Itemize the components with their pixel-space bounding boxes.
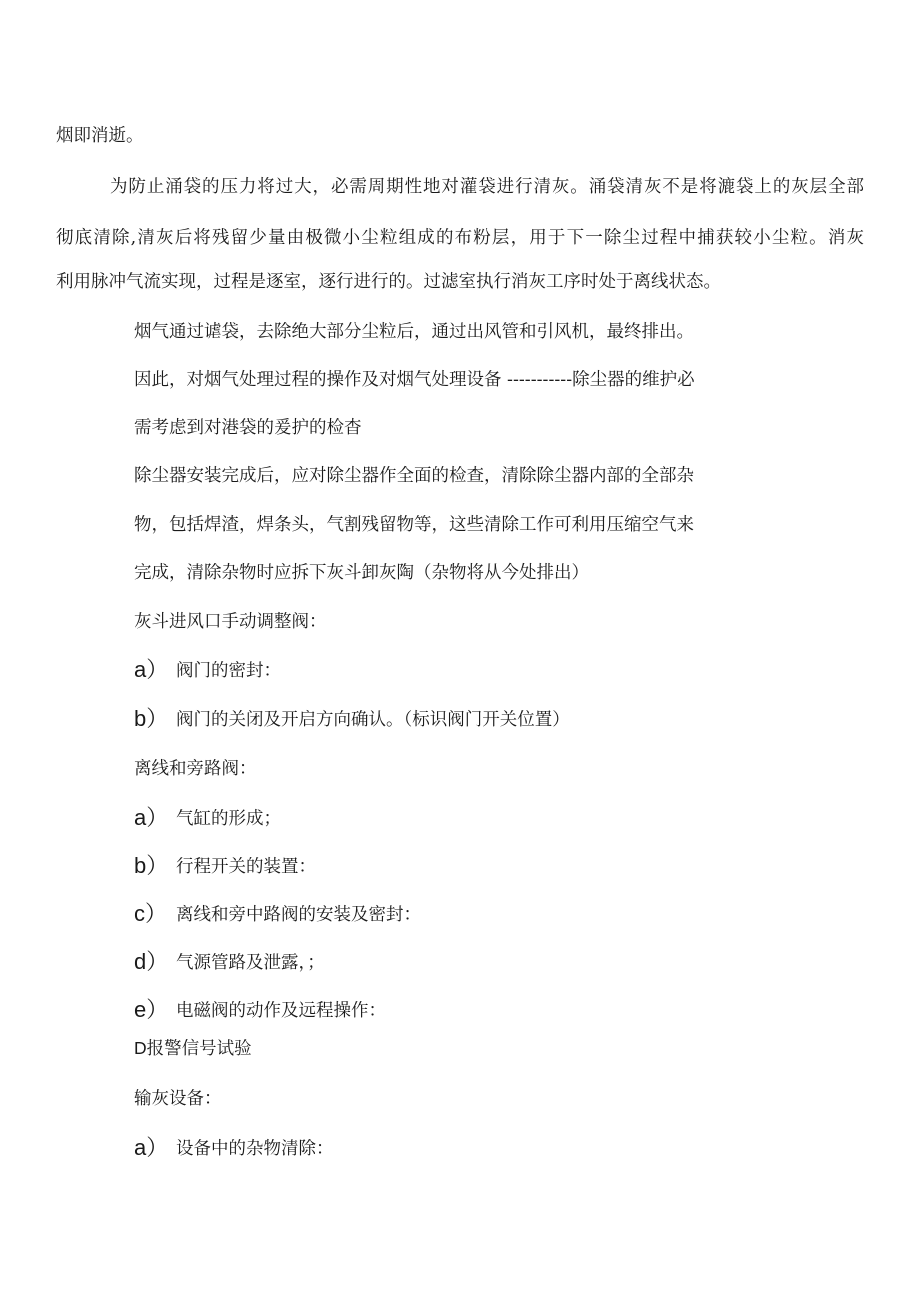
- paragraph-exhaust: 烟气通过谑袋，去除绝大部分尘粒后，通过出风管和引风机，最终排出。: [134, 322, 694, 342]
- list-marker: a）: [134, 1135, 169, 1160]
- section-heading-valve: 灰斗进风口手动调整阀：: [134, 612, 327, 632]
- list-item: [134, 707, 570, 732]
- list-item-text: 设备中的杂物清除：: [176, 1139, 334, 1159]
- list-marker: a）: [134, 805, 169, 830]
- list-item-text: 气源管路及泄露，；: [176, 953, 325, 973]
- list-item-text: 阀门的密封：: [176, 661, 281, 681]
- list-item-text: 阀门的关闭及开启方向确认。（标识阀门开关位置）: [176, 710, 570, 730]
- paragraph-intro-end: 烟即消逝。: [56, 126, 144, 146]
- list-item: [134, 806, 281, 831]
- paragraph-cleaning-line-2: 彻底清除,清灰后将残留少量由极微小尘粒组成的布粉层，用于下一除尘过程中捕获较小尘粒。消灰: [56, 228, 864, 248]
- section-heading-offline-bypass: 离线和旁路阀：: [134, 759, 257, 779]
- paragraph-maintenance-line-1: 因此，对烟气处理过程的操作及对烟气处理设备 -----------除尘器的维护必: [134, 370, 695, 390]
- list-item: [134, 1136, 334, 1161]
- paragraph-cleaning-line-3: 利用脉冲气流实现，过程是逐室，逐行进行的。过滤室执行消灰工序时处于离线状态。: [56, 272, 721, 292]
- list-item-text: 离线和旁中路阀的安装及密封：: [176, 905, 421, 925]
- list-item: [134, 902, 421, 927]
- list-item: [134, 950, 325, 975]
- paragraph-inspection-line-3: 完成，清除杂物时应拆下灰斗卸灰陶（杂物将从今处排出）: [134, 563, 589, 583]
- list-marker: b）: [134, 706, 169, 731]
- paragraph-cleaning-line-1: 为防止涌袋的压力将过大，必需周期性地对灌袋进行清灰。涌袋清灰不是将漉袋上的灰层全部: [110, 177, 864, 197]
- list-item-alarm-test: D报警信号试验: [134, 1038, 252, 1058]
- paragraph-inspection-line-1: 除尘器安装完成后，应对除尘器作全面的检查，清除除尘器内部的全部杂: [134, 466, 694, 486]
- section-heading-ash-conveying: 输灰设备：: [134, 1089, 222, 1109]
- list-marker: c）: [134, 901, 168, 926]
- list-item-text: 行程开关的装置：: [176, 857, 316, 877]
- list-item: [134, 854, 316, 879]
- list-item-text: 气缸的形成；: [176, 809, 281, 829]
- list-marker: b）: [134, 853, 169, 878]
- list-item: [134, 658, 281, 683]
- paragraph-maintenance-line-2: 需考虑到对港袋的爰护的检杳: [134, 418, 362, 438]
- paragraph-inspection-line-2: 物，包括焊渣，焊条头，气割残留物等，这些清除工作可利用压缩空气来: [134, 515, 694, 535]
- list-marker: d）: [134, 949, 169, 974]
- list-item: [134, 998, 386, 1023]
- list-marker: a）: [134, 657, 169, 682]
- list-item-text: 电磁阀的动作及远程操作：: [176, 1001, 386, 1021]
- list-marker: e）: [134, 997, 169, 1022]
